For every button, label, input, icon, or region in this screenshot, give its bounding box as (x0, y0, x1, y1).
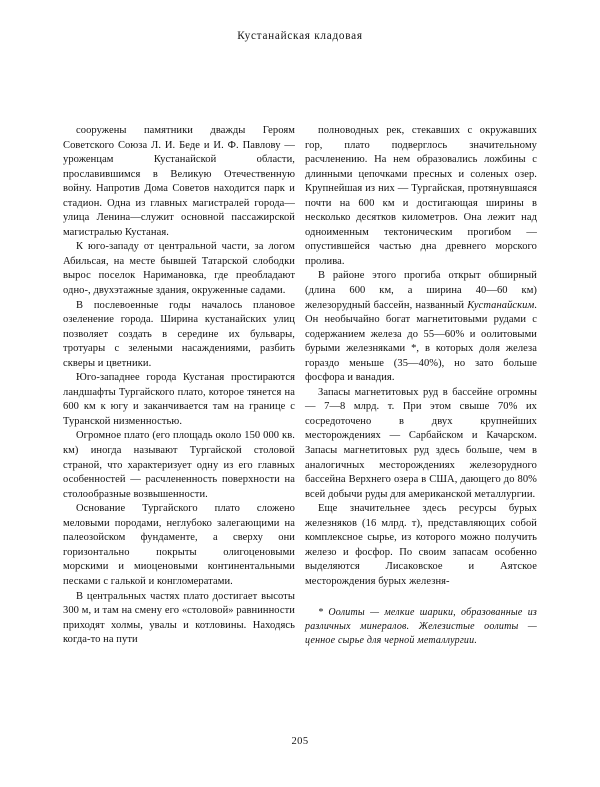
paragraph: К юго-западу от центральной части, за логом Абильсая, на месте бывшей Татарской слободки вырос поселок Наримановка, где преобладают одно-, двухэтажные здания, окруженные садами. (63, 241, 295, 297)
paragraph-text-before-term: В районе этого прогиба открыт обширный (длина 600 км, а ширина 40—60 км) железорудный бассейн, названный (305, 270, 537, 311)
paragraph: В послевоенные годы началось плановое озеленение города. Ширина кустанайских улиц позволяет создать в середине их бульвары, тротуары с зелеными насаждениями, разбить скверы и цветники. (63, 299, 295, 369)
left-column (63, 124, 295, 724)
paragraph: сооружены памятники дважды Героям Советского Союза Л. И. Беде и И. Ф. Павлову — уроженцам Кустанайской области, прославившимся в Великую Отечественную войну. Напротив Дома Советов находится парк и стадион. Одна из главных магистралей города—улица Ленина—служит основной пассажирской магистралью Кустаная. (63, 125, 295, 238)
paragraph: Основание Тургайского плато сложено меловыми породами, неглубоко залегающими на палеозойском фундаменте, а сверху они горизонтально покрыты олигоценовыми морскими и миоценовыми континентальными песками с галькой и конгломератами. (63, 503, 295, 587)
paragraph: Еще значительнее здесь ресурсы бурых железняков (16 млрд. т), представляющих собой комплексное сырье, из которого можно получить железо и фосфор. По своим запасам особенно выделяются Лисаковское и Аятское месторождения бурых железня- (305, 503, 537, 587)
paragraph: полноводных рек, стекавших с окружавших гор, плато подверглось значительному расчленению. На нем образовались ложбины с длинными цепочками пресных и соленых озер. Крупнейшая из них — Тургайская, протянувшаяся почти на 600 км и достигающая ширины в несколько десятков километров. Она лежит над одноименным тектоническим прогибом — опустившейся частью дна древнего морского пролива. (305, 125, 537, 267)
right-column (305, 124, 537, 724)
paragraph: В центральных частях плато достигает высоты 300 м, и там на смену его «столовой» равнинности приходят холмы, увалы и котловины. Находясь когда-то на пути (63, 590, 295, 646)
paragraph: Запасы магнетитовых руд в бассейне огромны — 7—8 млрд. т. При этом свыше 70% их сосредоточено в двух крупнейших месторождениях — Сарбайском и Качарском. Запасы магнетитовых руд здесь больше, чем в аналогичных месторождениях железорудного бассейна Верхнего озера в США, дающего до 80% всей добычи руды для американской металлургии. (305, 386, 537, 500)
paragraph: Огромное плато (его площадь около 150 000 кв. км) иногда называют Тургайской столовой страной, что характеризует одну из его главных особенностей — расчлененность поверхности на столообразные возвышенности. (63, 430, 295, 500)
two-column-body (63, 124, 537, 724)
running-head: Кустанайская кладовая (237, 30, 363, 42)
paragraph: Юго-западнее города Кустаная простираются ландшафты Тургайского плато, которое тянется на 600 км к югу и заканчивается там на границе с Туранской низменностью. (63, 372, 295, 427)
footnote-text: * Оолиты — мелкие шарики, образованные из различных минералов. Железистые оолиты — ценное сырье для черной металлургии. (305, 606, 537, 646)
footnote-block (305, 606, 537, 649)
paragraph-with-italic-term (305, 269, 537, 385)
page-number: 205 (291, 736, 309, 747)
paragraph-text-after-term: . Он необычайно богат магнетитовыми рудами с содержанием железа до 55—60% и оолитовыми бурыми железняками *, в которых доля железа гораздо меньше (35—40%), но зато больше фосфора и ванадия. (305, 299, 537, 384)
italic-term-kustanaysky: Кустанайским (467, 299, 535, 311)
